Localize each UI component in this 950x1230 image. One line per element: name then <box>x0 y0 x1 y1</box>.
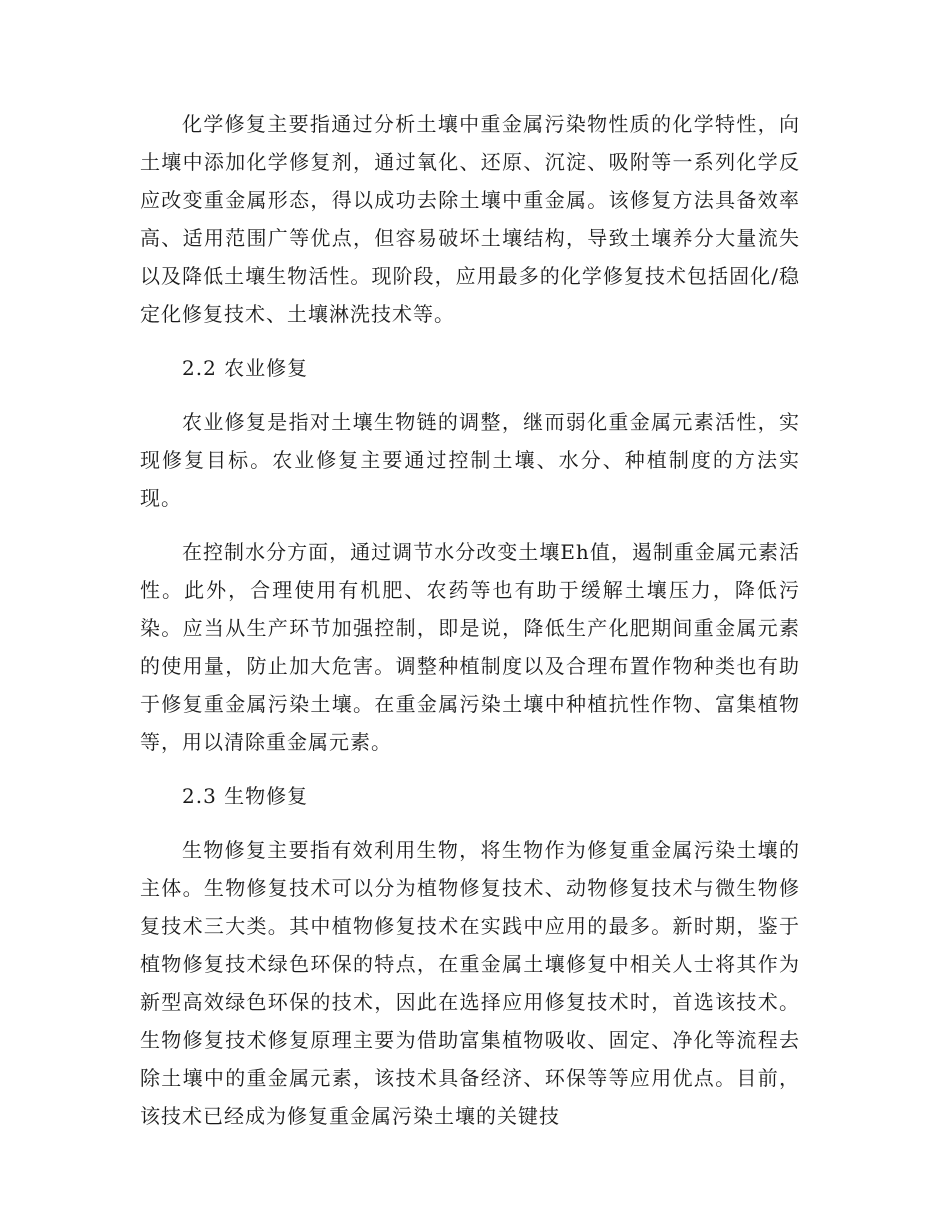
section-heading-biological-remediation: 2.3 生物修复 <box>182 784 309 808</box>
paragraph-biological-remediation: 生物修复主要指有效利用生物，将生物作为修复重金属污染土壤的主体。生物修复技术可以分为植物修复技术、动物修复技术与微生物修复技术三大类。其中植物修复技术在实践中应用的最多。新时期，鉴于植物修复技术绿色环保的特点，在重金属土壤修复中相关人士将其作为新型高效绿色环保的技术，因此在选择应用修复技术时，首选该技术。生物修复技术修复原理主要为借助富集植物吸收、固定、净化等流程去除土壤中的重金属元素，该技术具备经济、环保等等应用优点。目前，该技术已经成为修复重金属污染土壤的关键技 <box>140 838 800 1128</box>
paragraph-water-control: 在控制水分方面，通过调节水分改变土壤Eh值，遏制重金属元素活性。此外，合理使用有机肥、农药等也有助于缓解土壤压力，降低污染。应当从生产环节加强控制，即是说，降低生产化肥期间重金属元素的使用量，防止加大危害。调整种植制度以及合理布置作物种类也有助于修复重金属污染土壤。在重金属污染土壤中种植抗性作物、富集植物等，用以清除重金属元素。 <box>140 540 800 754</box>
section-heading-agricultural-remediation: 2.2 农业修复 <box>182 356 309 380</box>
document-body <box>140 105 800 1151</box>
paragraph-chemical-remediation: 化学修复主要指通过分析土壤中重金属污染物性质的化学特性，向土壤中添加化学修复剂，通过氧化、还原、沉淀、吸附等一系列化学反应改变重金属形态，得以成功去除土壤中重金属。该修复方法具备效率高、适用范围广等优点，但容易破坏土壤结构，导致土壤养分大量流失以及降低土壤生物活性。现阶段，应用最多的化学修复技术包括固化/稳定化修复技术、土壤淋洗技术等。 <box>140 112 800 326</box>
paragraph-agricultural-remediation: 农业修复是指对土壤生物链的调整，继而弱化重金属元素活性，实现修复目标。农业修复主要通过控制土壤、水分、种植制度的方法实现。 <box>140 410 800 510</box>
